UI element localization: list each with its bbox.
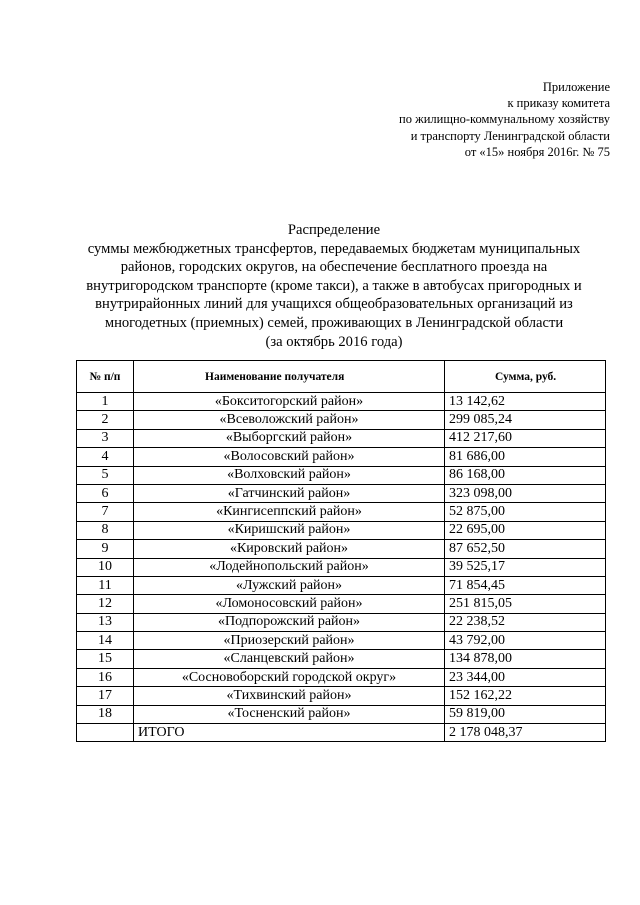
row-number: 16 <box>77 668 134 686</box>
recipient-name: «Подпорожский район» <box>134 613 445 631</box>
table-row <box>77 484 606 502</box>
distribution-table <box>76 360 606 742</box>
amount: 71 854,45 <box>445 576 606 594</box>
table-row <box>77 429 606 447</box>
table-row <box>77 558 606 576</box>
table-header-row <box>77 361 606 393</box>
row-number: 15 <box>77 650 134 668</box>
title-line: Распределение <box>287 222 381 238</box>
amount: 52 875,00 <box>445 503 606 521</box>
table-row <box>77 705 606 723</box>
title-line: (за октябрь 2016 года) <box>265 333 403 350</box>
table-row <box>77 632 606 650</box>
amount: 134 878,00 <box>445 650 606 668</box>
row-number: 9 <box>77 540 134 558</box>
recipient-name: «Бокситогорский район» <box>134 393 445 411</box>
table-row <box>77 393 606 411</box>
table-row <box>77 613 606 631</box>
row-number: 3 <box>77 429 134 447</box>
recipient-name: «Волховский район» <box>134 466 445 484</box>
header-line: и транспорту Ленинградской области <box>410 128 610 143</box>
table-row <box>77 466 606 484</box>
total-amount: 2 178 048,37 <box>445 724 606 742</box>
header-number: № п/п <box>77 361 134 393</box>
amount: 86 168,00 <box>445 466 606 484</box>
row-number: 10 <box>77 558 134 576</box>
amount: 23 344,00 <box>445 668 606 686</box>
recipient-name: «Кировский район» <box>134 540 445 558</box>
amount: 412 217,60 <box>445 429 606 447</box>
row-number: 14 <box>77 632 134 650</box>
recipient-name: «Приозерский район» <box>134 632 445 650</box>
amount: 81 686,00 <box>445 448 606 466</box>
amount: 22 238,52 <box>445 613 606 631</box>
total-empty-cell <box>77 724 134 742</box>
recipient-name: «Всеволожский район» <box>134 411 445 429</box>
recipient-name: «Сосновоборский городской округ» <box>134 668 445 686</box>
table-row <box>77 668 606 686</box>
row-number: 12 <box>77 595 134 613</box>
amount: 87 652,50 <box>445 540 606 558</box>
document-title <box>60 221 608 351</box>
title-line: районов, городских округов, на обеспечение бесплатного проезда на <box>120 259 548 276</box>
table-row <box>77 595 606 613</box>
amount: 13 142,62 <box>445 393 606 411</box>
row-number: 13 <box>77 613 134 631</box>
recipient-name: «Выборгский район» <box>134 429 445 447</box>
recipient-name: «Лодейнопольский район» <box>134 558 445 576</box>
recipient-name: «Киришский район» <box>134 521 445 539</box>
row-number: 2 <box>77 411 134 429</box>
amount: 22 695,00 <box>445 521 606 539</box>
amount: 39 525,17 <box>445 558 606 576</box>
header-line: от «15» ноября 2016г. № 75 <box>464 144 610 159</box>
table-body <box>77 393 606 742</box>
amount: 323 098,00 <box>445 484 606 502</box>
header-line: по жилищно-коммунальному хозяйству <box>399 112 610 127</box>
amount: 152 162,22 <box>445 687 606 705</box>
row-number: 7 <box>77 503 134 521</box>
recipient-name: «Гатчинский район» <box>134 484 445 502</box>
table-row <box>77 540 606 558</box>
table-row <box>77 448 606 466</box>
amount: 299 085,24 <box>445 411 606 429</box>
header-recipient-name: Наименование получателя <box>134 361 445 393</box>
title-line: внутригородском транспорте (кроме такси), а также в автобусах пригородных и <box>86 277 582 294</box>
table-row <box>77 650 606 668</box>
amount: 43 792,00 <box>445 632 606 650</box>
recipient-name: «Сланцевский район» <box>134 650 445 668</box>
header-amount: Сумма, руб. <box>445 361 606 393</box>
recipient-name: «Ломоносовский район» <box>134 595 445 613</box>
row-number: 17 <box>77 687 134 705</box>
header-line: Приложение <box>542 80 610 94</box>
row-number: 5 <box>77 466 134 484</box>
title-line: многодетных (приемных) семей, проживающих в Ленинградской области <box>104 314 564 331</box>
recipient-name: «Тосненский район» <box>134 705 445 723</box>
recipient-name: «Волосовский район» <box>134 448 445 466</box>
title-line: суммы межбюджетных трансфертов, передаваемых бюджетам муниципальных <box>87 240 581 257</box>
recipient-name: «Тихвинский район» <box>134 687 445 705</box>
row-number: 1 <box>77 393 134 411</box>
recipient-name: «Лужский район» <box>134 576 445 594</box>
total-label: ИТОГО <box>134 724 445 742</box>
table-row <box>77 503 606 521</box>
row-number: 8 <box>77 521 134 539</box>
table-row <box>77 521 606 539</box>
table-row <box>77 576 606 594</box>
recipient-name: «Кингисеппский район» <box>134 503 445 521</box>
amount: 251 815,05 <box>445 595 606 613</box>
appendix-header <box>250 79 610 160</box>
row-number: 4 <box>77 448 134 466</box>
header-line: к приказу комитета <box>507 96 610 111</box>
row-number: 6 <box>77 484 134 502</box>
table-row <box>77 687 606 705</box>
title-line: внутрирайонных линий для учащихся общеобразовательных организаций из <box>95 296 573 313</box>
amount: 59 819,00 <box>445 705 606 723</box>
table-row <box>77 411 606 429</box>
row-number: 11 <box>77 576 134 594</box>
total-row <box>77 724 606 742</box>
row-number: 18 <box>77 705 134 723</box>
